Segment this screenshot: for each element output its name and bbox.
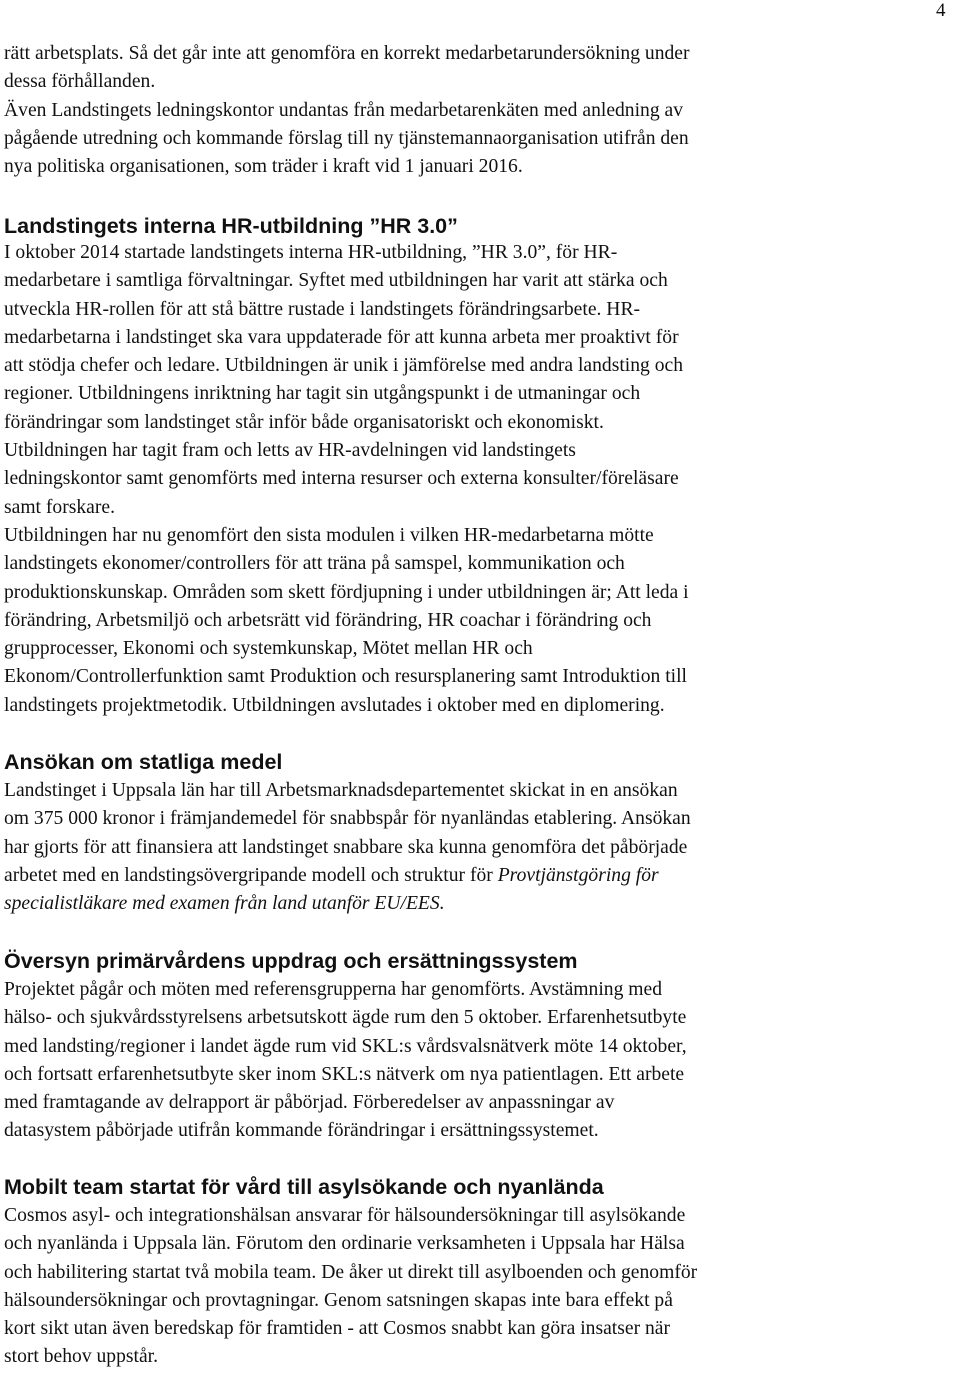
text-line: dessa förhållanden. [4,71,156,93]
text-line: Ekonom/Controllerfunktion samt Produktion och resursplanering samt Introduktion till [4,666,687,688]
text-line: stort behov uppstår. [4,1346,159,1368]
text-line: Utbildningen har nu genomfört den sista modulen i vilken HR-medarbetarna mötte [4,524,654,546]
text-line: förändringar som landstinget står inför både organisatoriskt och ekonomiskt. [4,411,604,433]
text-line [4,862,884,890]
text-line: nya politiska organisationen, som träder i kraft vid 1 januari 2016. [4,156,523,178]
text-line: och habilitering startat två mobila team. De åker ut direkt till asylboenden och genomför [4,1261,698,1283]
page-number: 4 [936,0,946,21]
section-heading-primarvard: Översyn primärvårdens uppdrag och ersättningssystem [4,949,578,973]
text-line: Cosmos asyl- och integrationshälsan ansvarar för hälsoundersökningar till asylsökande [4,1205,686,1226]
text-line: kort sikt utan även beredskap för framtiden - att Cosmos snabbt kan göra insatser när [4,1318,671,1340]
text-line: med framtagande av delrapport är påbörjad. Förberedelser av anpassningar av [4,1092,615,1114]
text-line: Projektet pågår och möten med referensgrupperna har genomförts. Avstämning med [4,979,662,1000]
text-line: Utbildningen har tagit fram och letts av HR-avdelningen vid landstingets [4,440,576,462]
text-line: landstingets projektmetodik. Utbildningen avslutades i oktober med en diplomering. [4,694,665,716]
text-line: om 375 000 kronor i främjandemedel för snabbspår för nyanländas etablering. Ansökan [4,808,691,830]
text-line: Även Landstingets ledningskontor undantas från medarbetarenkäten med anledning av [4,99,684,121]
text-run: arbetet med en landstingsövergripande modell och struktur för [4,864,498,886]
text-line: och nyanlända i Uppsala län. Förutom den ordinarie verksamheten i Uppsala har Hälsa [4,1233,685,1255]
hr-paragraph [4,239,884,720]
text-line: landstingets ekonomer/controllers för att träna på samspel, kommunikation och [4,553,625,575]
text-line: förändring, Arbetsmiljö och arbetsrätt vid förändring, HR coachar i förändring och [4,609,652,631]
text-line: med landsting/regioner i landet ägde rum vid SKL:s vårdsvalsnätverk möte 14 oktober, [4,1035,687,1057]
section-heading-mobilt: Mobilt team startat för vård till asylsökande och nyanlända [4,1175,604,1199]
text-line: I oktober 2014 startade landstingets interna HR-utbildning, ”HR 3.0”, för HR- [4,242,618,263]
italic-text-run: Provtjänstgöring för [497,864,659,886]
section-heading-hr: Landstingets interna HR-utbildning ”HR 3.0” [4,214,458,238]
section-heading-statliga: Ansökan om statliga medel [4,750,283,774]
italic-text-line: specialistläkare med examen från land utanför EU/EES. [4,893,445,915]
text-line: Landstinget i Uppsala län har till Arbetsmarknadsdepartementet skickat in en ansökan [4,780,678,801]
text-line: har gjorts för att finansiera att landstinget snabbare ska kunna genomföra det påbörjade [4,836,688,858]
text-line: hälsoundersökningar och provtagningar. Genom satsningen skapas inte bara effekt på [4,1289,673,1311]
primarvard-paragraph [4,976,884,1146]
statliga-paragraph [4,777,884,918]
text-line: pågående utredning och kommande förslag till ny tjänstemannaorganisation utifrån den [4,127,689,149]
text-line: hälso- och sjukvårdsstyrelsens arbetsutskott ägde rum den 5 oktober. Erfarenhetsutbyte [4,1007,687,1029]
text-line: regioner. Utbildningens inriktning har tagit sin utgångspunkt i de utmaningar och [4,383,641,405]
mobilt-paragraph [4,1202,884,1372]
text-line: produktionskunskap. Områden som skett fördjupning i under utbildningen är; Att leda i [4,581,689,603]
text-line: datasystem påbörjade utifrån kommande förändringar i ersättningssystemet. [4,1120,599,1142]
text-line: rätt arbetsplats. Så det går inte att genomföra en korrekt medarbetarundersökning under [4,43,690,64]
text-line: grupprocesser, Ekonomi och systemkunskap, Mötet mellan HR och [4,638,533,660]
text-line: medarbetarna i landstinget ska vara uppdaterade för att kunna arbeta mer proaktivt för [4,326,679,348]
text-line: att stödja chefer och ledare. Utbildningen är unik i jämförelse med andra landsting och [4,355,684,377]
text-line: utveckla HR-rollen för att stå bättre rustade i landstingets förändringsarbete. HR- [4,298,641,320]
intro-paragraph [4,40,884,181]
text-line: medarbetare i samtliga förvaltningar. Syftet med utbildningen har varit att stärka och [4,270,668,292]
text-line: ledningskontor samt genomförts med interna resurser och externa konsulter/föreläsare [4,468,679,490]
text-line: och fortsatt erfarenhetsutbyte sker inom SKL:s nätverk om nya patientlagen. Ett arbete [4,1063,685,1085]
text-line: samt forskare. [4,496,115,518]
